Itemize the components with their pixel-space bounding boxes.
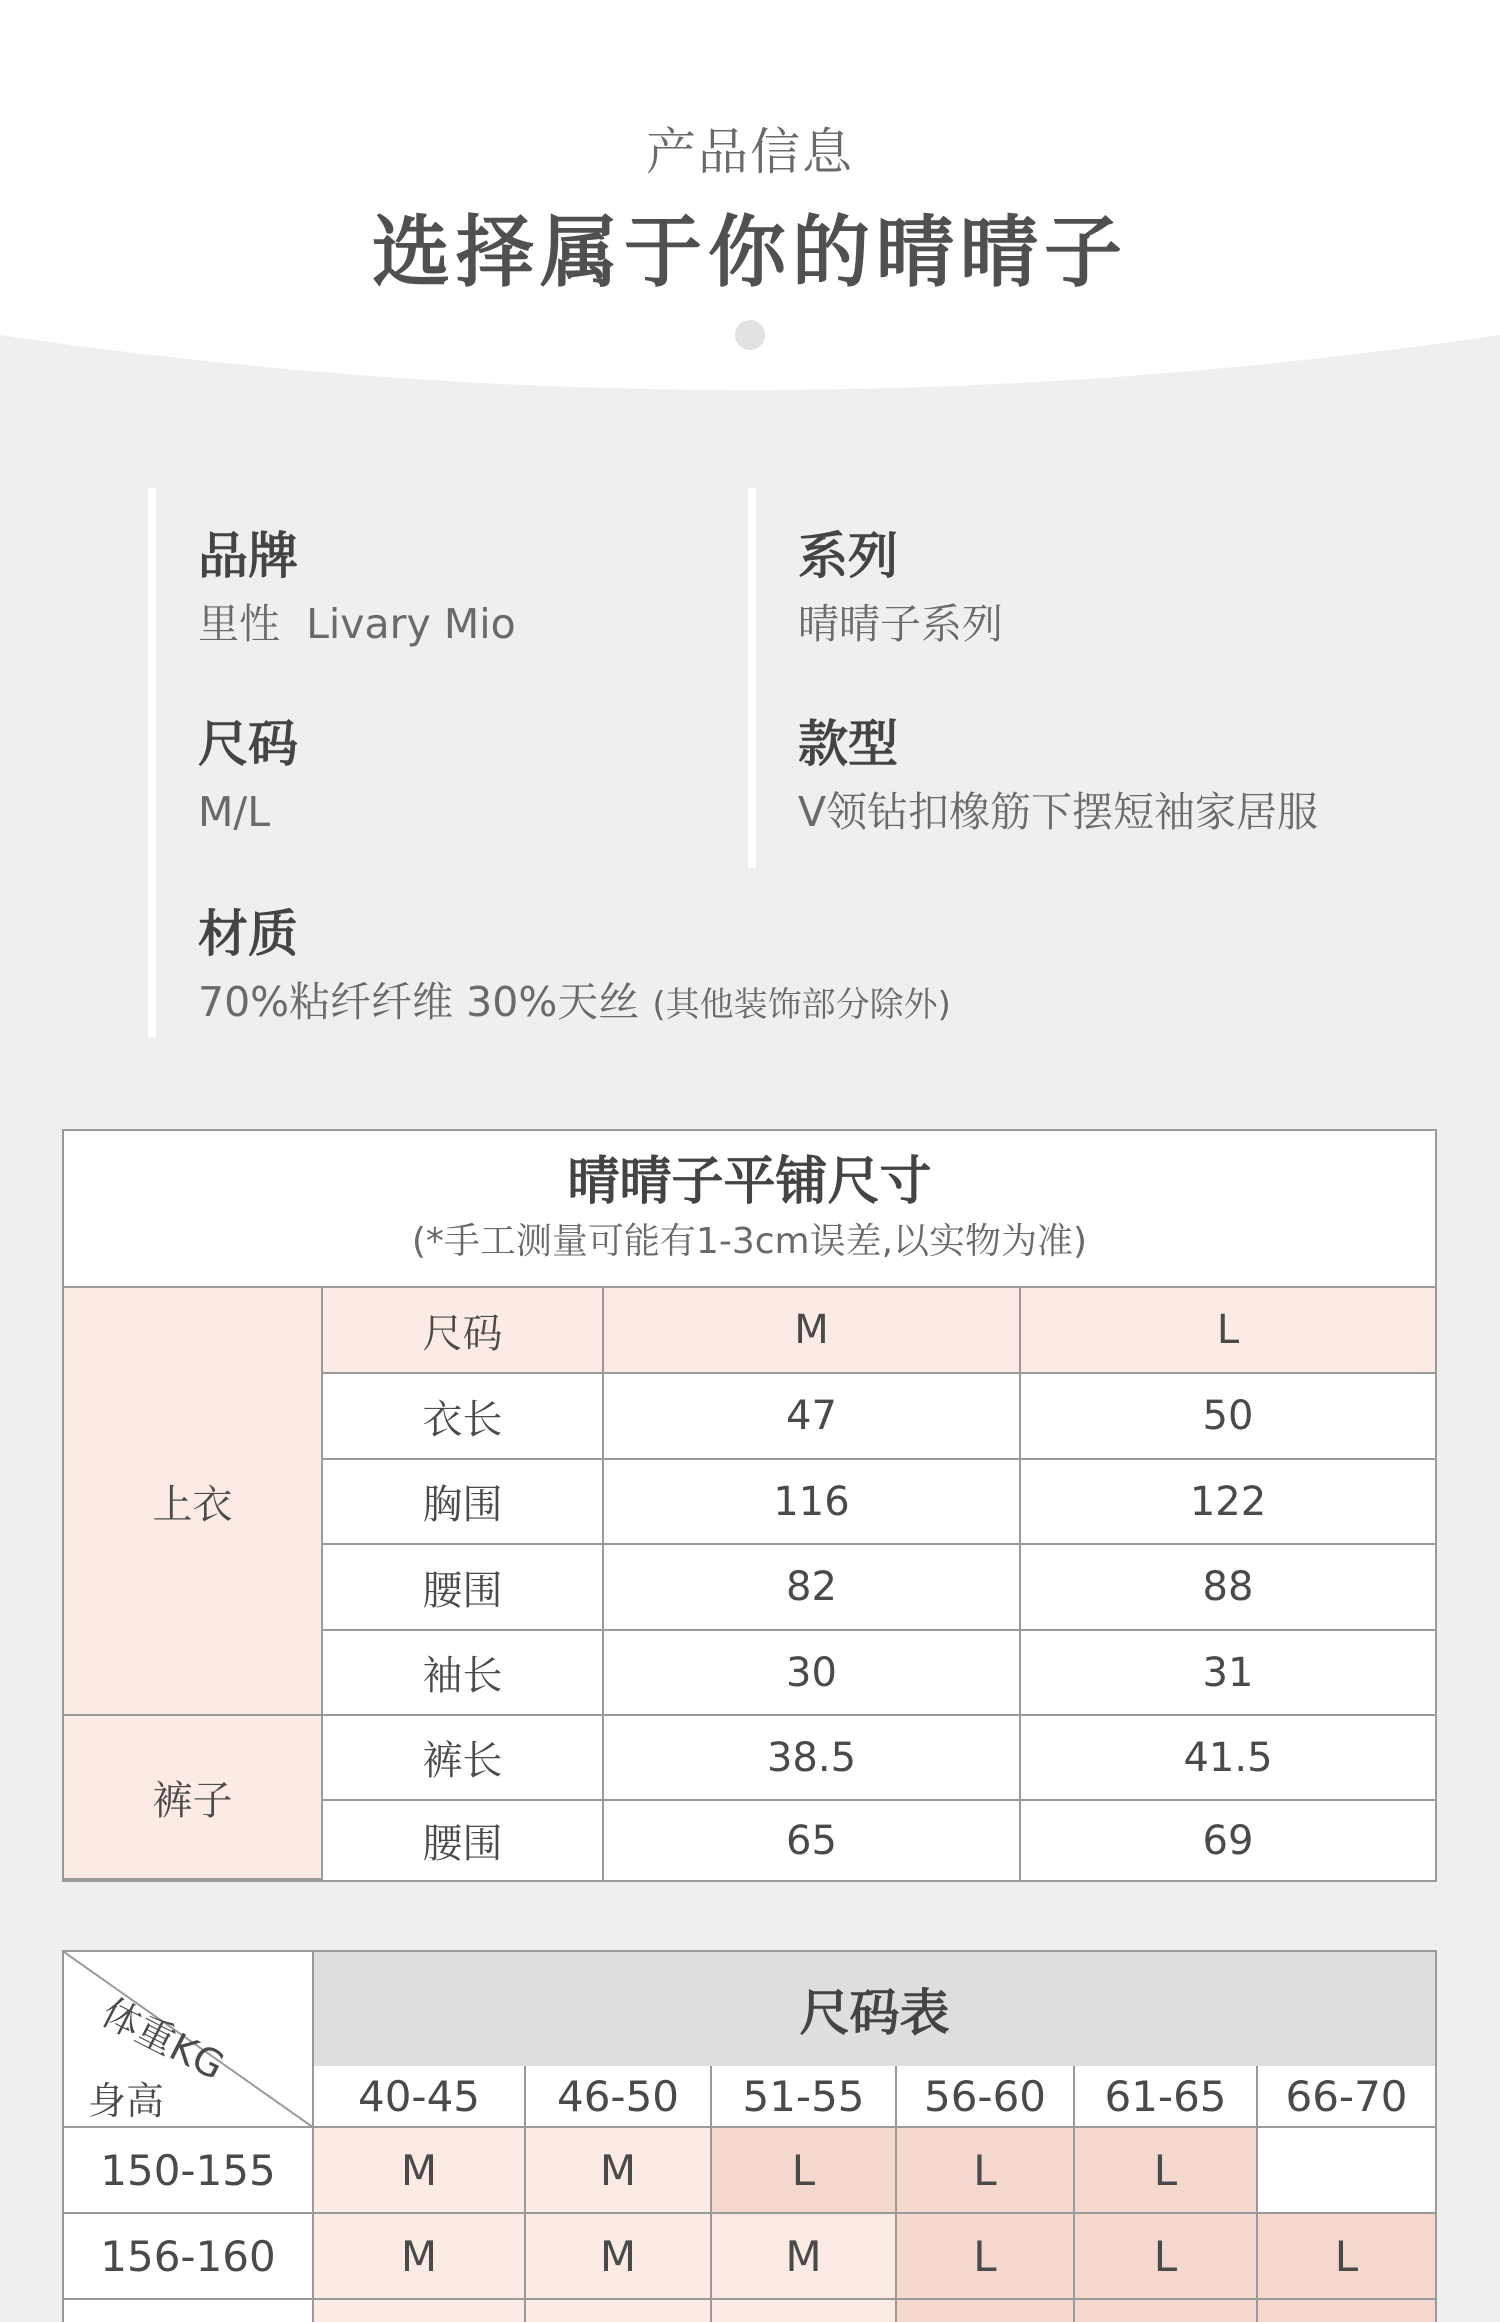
size-table-title: 晴晴子平铺尺寸 xyxy=(567,1152,932,1212)
weight-header-cell: 40-45 xyxy=(314,2066,526,2128)
size-chart-table xyxy=(62,1950,1437,2322)
size-cell: L xyxy=(897,2128,1075,2214)
brand-label: 品牌 xyxy=(198,527,298,585)
table-row-l: 122 xyxy=(1021,1460,1435,1545)
table-row-m: 30 xyxy=(604,1631,1021,1716)
flat-size-table xyxy=(62,1129,1437,1882)
size-table-title-block xyxy=(64,1131,1435,1288)
table-row-item: 袖长 xyxy=(323,1631,604,1716)
size-cell: L xyxy=(1075,2128,1258,2214)
size-cell: L xyxy=(1075,2214,1258,2300)
brand-value: 里性 Livary Mio xyxy=(198,600,516,648)
corner-height-label: 身高 xyxy=(88,2079,165,2123)
material-value-row xyxy=(198,974,951,1033)
table-row-item: 腰围 xyxy=(323,1801,604,1880)
height-cell: 156-160 xyxy=(64,2214,314,2300)
table-row-m: 65 xyxy=(604,1801,1021,1880)
material-note: (其他装饰部分除外) xyxy=(652,985,951,1025)
table-row-l: 88 xyxy=(1021,1545,1435,1631)
size-cell xyxy=(1258,2128,1435,2214)
table-header-m: M xyxy=(604,1288,1021,1374)
style-info xyxy=(798,714,1318,840)
size-cell xyxy=(314,2300,526,2322)
size-cell xyxy=(526,2300,712,2322)
table-row-item: 衣长 xyxy=(323,1374,604,1460)
size-cell xyxy=(897,2300,1075,2322)
table-header-size: 尺码 xyxy=(323,1288,604,1374)
size-cell: L xyxy=(897,2214,1075,2300)
height-cell: 150-155 xyxy=(64,2128,314,2214)
size-cell xyxy=(1075,2300,1258,2322)
size-chart-title: 尺码表 xyxy=(799,1984,950,2042)
section-eyebrow: 产品信息 xyxy=(646,123,854,181)
size-cell xyxy=(712,2300,897,2322)
series-value: 晴晴子系列 xyxy=(798,600,1003,648)
style-value: V领钻扣橡筋下摆短袖家居服 xyxy=(798,788,1319,836)
style-label: 款型 xyxy=(798,715,898,773)
material-label: 材质 xyxy=(198,905,298,963)
group-pants: 裤子 xyxy=(64,1716,323,1880)
table-row-l: 31 xyxy=(1021,1631,1435,1716)
series-label: 系列 xyxy=(798,527,898,585)
table-header-l: L xyxy=(1021,1288,1435,1374)
table-row-m: 82 xyxy=(604,1545,1021,1631)
weight-header-cell: 46-50 xyxy=(526,2066,712,2128)
table-row-l: 41.5 xyxy=(1021,1716,1435,1801)
table-row-m: 38.5 xyxy=(604,1716,1021,1801)
size-cell: M xyxy=(526,2214,712,2300)
size-cell: M xyxy=(314,2128,526,2214)
size-info xyxy=(198,714,298,840)
table-row-item: 裤长 xyxy=(323,1716,604,1801)
size-cell: M xyxy=(712,2214,897,2300)
weight-header-cell: 61-65 xyxy=(1075,2066,1258,2128)
corner-cell xyxy=(64,1952,314,2128)
size-cell: M xyxy=(314,2214,526,2300)
corner-weight-label: 体重KG xyxy=(94,1990,232,2089)
size-cell xyxy=(1258,2300,1435,2322)
material-info xyxy=(198,904,951,1033)
header-curve xyxy=(0,335,1500,455)
size-table-subtitle: (*手工测量可能有1-3cm误差,以实物为准) xyxy=(411,1221,1088,1262)
right-divider-bar xyxy=(748,488,756,868)
table-row-m: 116 xyxy=(604,1460,1021,1545)
left-divider-bar xyxy=(148,488,156,1038)
size-value: M/L xyxy=(198,788,271,836)
table-row-item: 胸围 xyxy=(323,1460,604,1545)
material-value: 70%粘纤纤维 30%天丝 xyxy=(198,978,640,1026)
series-info xyxy=(798,526,1003,652)
brand-info xyxy=(198,526,516,652)
table-row-l: 50 xyxy=(1021,1374,1435,1460)
table-row-item: 腰围 xyxy=(323,1545,604,1631)
table-row-l: 69 xyxy=(1202,1817,1254,1864)
size-cell: M xyxy=(526,2128,712,2214)
size-label: 尺码 xyxy=(198,715,298,773)
weight-header-cell: 66-70 xyxy=(1258,2066,1435,2128)
weight-header-cell: 56-60 xyxy=(897,2066,1075,2128)
size-cell: L xyxy=(712,2128,897,2214)
product-info xyxy=(148,488,1408,1038)
size-cell: L xyxy=(1258,2214,1435,2300)
height-cell xyxy=(64,2300,314,2322)
group-top: 上衣 xyxy=(64,1288,323,1716)
section-headline: 选择属于你的晴晴子 xyxy=(371,208,1128,298)
weight-header-cell: 51-55 xyxy=(712,2066,897,2128)
decorative-dot xyxy=(735,320,765,350)
table-row-m: 47 xyxy=(604,1374,1021,1460)
